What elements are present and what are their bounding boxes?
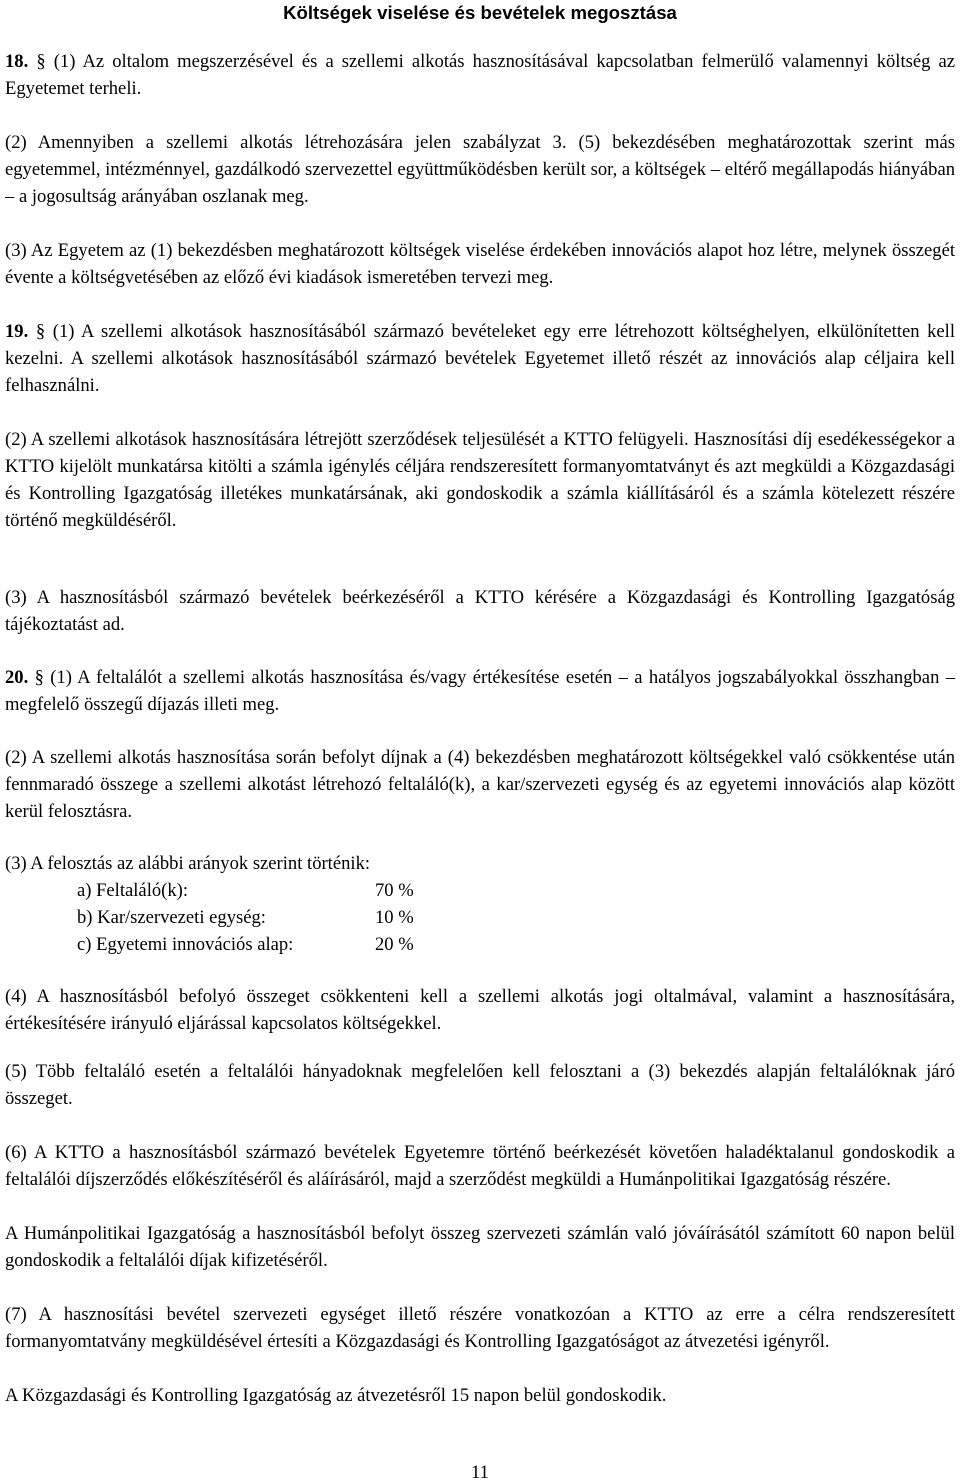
- paragraph-20-3-intro: (3) A felosztás az alábbi arányok szerint történik:: [5, 853, 371, 874]
- paragraph-18-3: (3) Az Egyetem az (1) bekezdésben meghatározott költségek viselése érdekében innovációs alapot hoz létre, melynek összegét évente a költségvetésében az előző évi kiadások ismeretében tervezi meg.: [5, 240, 955, 288]
- paragraph-20-7: (7) A hasznosítási bevétel szervezeti egységet illető részére vonatkozóan a KTTO az erre a célra rendszeresített formanyomtatvány megküldésével értesíti a Közgazdasági és Kontrolling Igazgatóságot az átvezetési igényről.: [5, 1304, 955, 1352]
- paragraph-19-1: [5, 318, 955, 399]
- paragraph-section-sign: §: [34, 667, 44, 688]
- allocation-row: [77, 904, 477, 931]
- allocation-label: a) Feltaláló(k):: [77, 880, 188, 901]
- paragraph-20-6: (6) A KTTO a hasznosításból származó bevételek Egyetemre történő beérkezését követően haladéktalanul gondoskodik a feltalálói díjszerződés előkészítéséről és aláírásáról, majd a szerződést megküldi a Humánpolitikai Igazgatóság részére.: [5, 1142, 955, 1190]
- allocation-label: c) Egyetemi innovációs alap:: [77, 934, 294, 955]
- paragraph-20-4: (4) A hasznosításból befolyó összeget csökkenteni kell a szellemi alkotás jogi oltalmával, valamint a hasznosítására, értékesítésére irányuló eljárással kapcsolatos költségekkel.: [5, 986, 955, 1034]
- allocation-label: b) Kar/szervezeti egység:: [77, 907, 266, 928]
- page-number: 11: [471, 1462, 489, 1483]
- paragraph-20-1: [5, 664, 955, 718]
- allocation-list: [77, 877, 477, 958]
- paragraph-text: (1) Az oltalom megszerzésével és a szellemi alkotás hasznosításával kapcsolatban felmerülő valamennyi költség az Egyetemet terheli.: [5, 51, 955, 99]
- allocation-value: 10 %: [375, 907, 414, 928]
- paragraph-text: (1) A feltalálót a szellemi alkotás hasznosítása és/vagy értékesítése esetén – a hatályos jogszabályokkal összhangban – megfelelő összegű díjazás illeti meg.: [5, 667, 956, 715]
- paragraph-20-7-continuation: A Közgazdasági és Kontrolling Igazgatóság az átvezetésről 15 napon belül gondoskodik.: [5, 1385, 667, 1406]
- paragraph-19-2: (2) A szellemi alkotások hasznosítására létrejött szerződések teljesülését a KTTO felügyeli. Hasznosítási díj esedékességekor a KTTO kijelölt munkatársa kitölti a számla igénylés céljára rendszeresített formanyomtatványt és azt megküldi a Közgazdasági és Kontrolling Igazgatóság illetékes munkatársának, aki gondoskodik a számla kiállításáról és a számla kötelezett részére történő megküldéséről.: [5, 429, 955, 531]
- section-number-19: 19.: [5, 321, 29, 342]
- paragraph-20-6-continuation: A Humánpolitikai Igazgatóság a hasznosításból befolyt összeg szervezeti számlán való jóváírásától számított 60 napon belül gondoskodik a feltalálói díjak kifizetéséről.: [5, 1223, 955, 1271]
- section-number-20: 20.: [5, 667, 29, 688]
- allocation-value: 20 %: [375, 934, 414, 955]
- allocation-row: [77, 877, 477, 904]
- allocation-row: [77, 931, 477, 958]
- paragraph-section-sign: §: [36, 51, 46, 72]
- paragraph-20-5: (5) Több feltaláló esetén a feltalálói hányadoknak megfelelően kell felosztani a (3) bekezdés alapján feltalálóknak járó összeget.: [5, 1061, 955, 1109]
- paragraph-text: (1) A szellemi alkotások hasznosításából származó bevételeket egy erre létrehozott költséghelyen, elkülönítetten kell kezelni. A szellemi alkotások hasznosításából származó bevételek Egyetemet illető részét az innovációs alap céljaira kell felhasználni.: [5, 321, 956, 396]
- section-title: Költségek viselése és bevételek megosztása: [283, 2, 677, 23]
- paragraph-18-1: [5, 48, 955, 102]
- allocation-value: 70 %: [375, 880, 414, 901]
- paragraph-section-sign: §: [35, 321, 46, 342]
- paragraph-20-2: (2) A szellemi alkotás hasznosítása során befolyt díjnak a (4) bekezdésben meghatározott költségekkel való csökkentése után fennmaradó összege a szellemi alkotást létrehozó feltaláló(k), a kar/szervezeti egység és az egyetemi innovációs alap között kerül felosztásra.: [5, 747, 955, 822]
- paragraph-18-2: (2) Amennyiben a szellemi alkotás létrehozására jelen szabályzat 3. (5) bekezdésében meghatározottak szerint más egyetemmel, intézménnyel, gazdálkodó szervezettel együttműködésben került sor, a költségek – eltérő megállapodás hiányában – a jogosultság arányában oszlanak meg.: [5, 132, 955, 207]
- paragraph-19-3: (3) A hasznosításból származó bevételek beérkezéséről a KTTO kérésére a Közgazdasági és Kontrolling Igazgatóság tájékoztatást ad.: [5, 587, 955, 635]
- section-number-18: 18.: [5, 51, 29, 72]
